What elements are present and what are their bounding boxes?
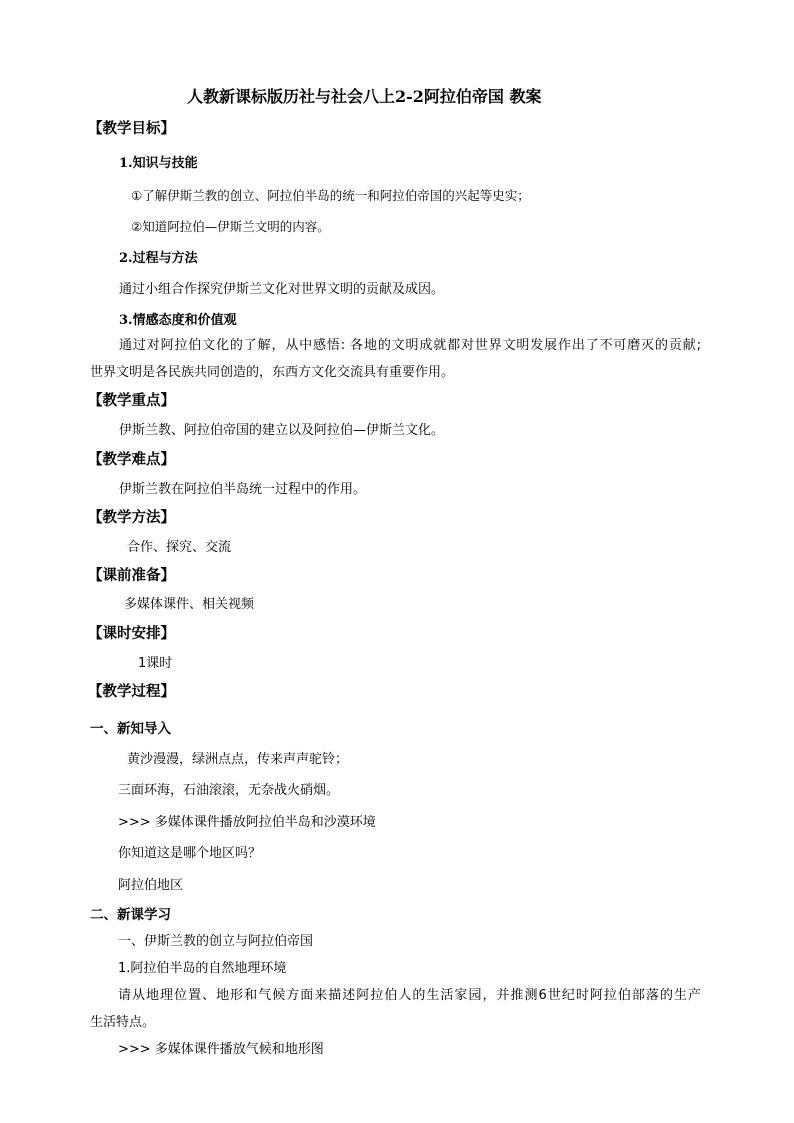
process-header: 【教学过程】: [88, 683, 175, 700]
document-title: 人教新课标版历社与社会八上2-2阿拉伯帝国 教案: [187, 87, 542, 106]
intro-line-1: 黄沙漫漫，绿洲点点，传来声声驼铃；: [127, 752, 349, 767]
objectives-header: 【教学目标】: [88, 120, 175, 137]
preparation-header: 【课前准备】: [88, 567, 175, 584]
schedule-text: 1课时: [138, 656, 173, 671]
intro-line-5: 阿拉伯地区: [118, 878, 184, 893]
new-learning-subheading-1: 一、伊斯兰教的创立与阿拉伯帝国: [118, 934, 314, 949]
key-points-header: 【教学重点】: [88, 392, 175, 409]
intro-line-4: 你知道这是哪个地区吗？: [118, 846, 262, 861]
intro-line-2: 三面环海，石油滚滚，无奈战火硝烟。: [118, 783, 340, 798]
values-text-line-1: 通过对阿拉伯文化的了解，从中感悟: 各地的文明成就都对世界文明发展作出了不可磨灭的贡献;: [119, 338, 701, 353]
key-points-text: 伊斯兰教、阿拉伯帝国的建立以及阿拉伯—伊斯兰文化。: [119, 423, 445, 438]
knowledge-heading: 1.知识与技能: [119, 156, 198, 171]
knowledge-item-2: ②知道阿拉伯—伊斯兰文明的内容。: [131, 219, 330, 234]
values-text-line-2: 世界文明是各民族共同创造的，东西方文化交流具有重要作用。: [90, 365, 455, 380]
methods-text: 合作、探究、交流: [127, 540, 232, 555]
difficulties-text: 伊斯兰教在阿拉伯半岛统一过程中的作用。: [119, 482, 367, 497]
new-learning-media-line: >>> 多媒体课件播放气候和地形图: [118, 1042, 324, 1057]
process-text: 通过小组合作探究伊斯兰文化对世界文明的贡献及成因。: [119, 282, 445, 297]
new-learning-subheading-2: 1.阿拉伯半岛的自然地理环境: [118, 961, 287, 976]
new-learning-text-line-1: 请从地理位置、地形和气候方面来描述阿拉伯人的生活家园，并推测6世纪时阿拉伯部落的生产: [118, 988, 701, 1003]
intro-line-3: >>> 多媒体课件播放阿拉伯半岛和沙漠环境: [118, 815, 376, 830]
process-heading: 2.过程与方法: [119, 251, 198, 266]
schedule-header: 【课时安排】: [88, 625, 175, 642]
new-learning-text-line-2: 生活特点。: [90, 1015, 156, 1030]
knowledge-item-1: ①了解伊斯兰教的创立、阿拉伯半岛的统一和阿拉伯帝国的兴起等史实；: [131, 188, 530, 203]
methods-header: 【教学方法】: [88, 509, 175, 526]
new-learning-heading: 二、新课学习: [90, 907, 171, 923]
intro-heading: 一、新知导入: [90, 721, 171, 737]
difficulties-header: 【教学难点】: [88, 451, 175, 468]
values-heading: 3.情感态度和价值观: [119, 313, 237, 328]
preparation-text: 多媒体课件、相关视频: [124, 597, 255, 612]
